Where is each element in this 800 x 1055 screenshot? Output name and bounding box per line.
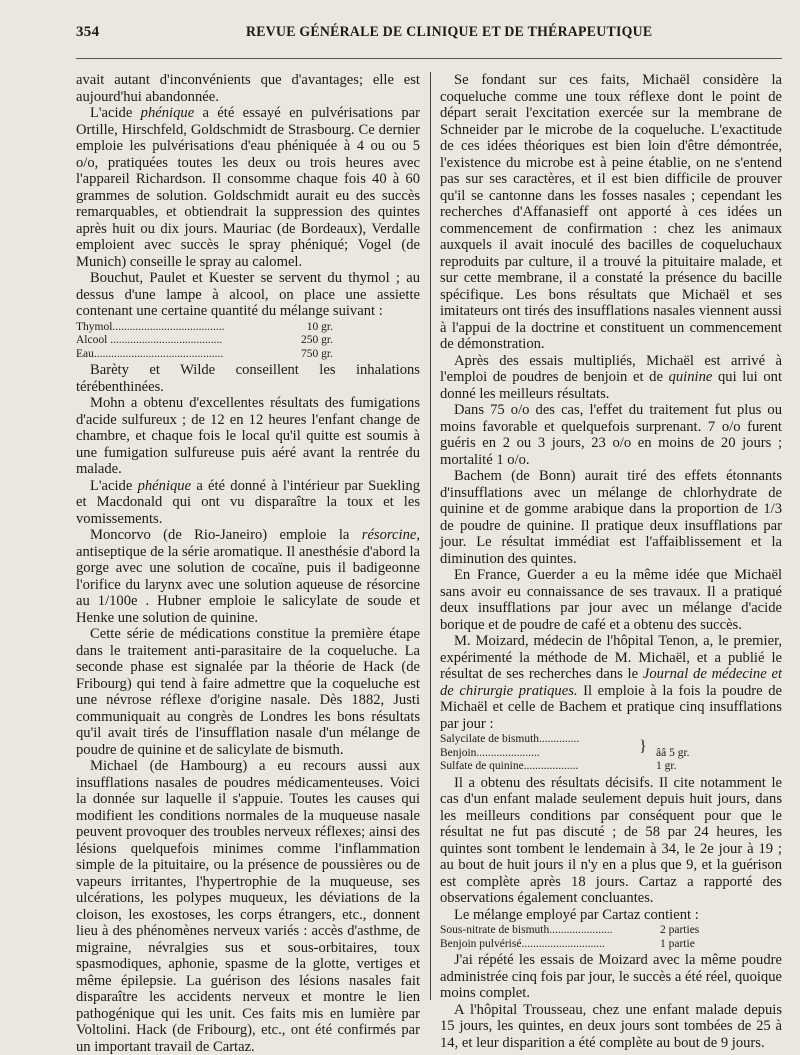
- paragraph: Mohn a obtenu d'excellentes résultats des fumigations d'acide sulfureux ; de 12 en 12 heures l'enfant change de chambre, et chaque fois le local qu'il quitte est soumis à une fumigation sulfureuse puis aéré avant la rentrée du malade.: [76, 395, 420, 477]
- formula-row: Sous-nitrate de bismuth...................... 2 parties: [440, 924, 700, 936]
- paragraph: Barèty et Wilde conseillent les inhalations térébenthinées.: [76, 362, 420, 395]
- paragraph: M. Moizard, médecin de l'hôpital Tenon, a, le premier, expérimenté la méthode de M. Michaël, et a publié le résultat de ses recherches dans le Journal de médecine et de chirurgie pratiques. Il emploie à la fois la poudre de Michaël et celle de Bachem et pratique cinq insufflations par jour :: [440, 633, 782, 732]
- formula-row: Salycilate de bismuth.............. }: [440, 733, 716, 747]
- running-title: REVUE GÉNÉRALE DE CLINIQUE ET DE THÉRAPEUTIQUE: [246, 24, 653, 40]
- paragraph: Se fondant sur ces faits, Michaël considère la coqueluche comme une toux réflexe dont le point de départ serait l'excitation exercée sur la membrane de Schneider par le microbe de la coqueluche. L'exactitude de ces idées théoriques est bien loin d'être démontrée, l'existence du microbe est à peine établie, on ne s'entend pas sur ses caractères, et il est bien difficile de prouver qu'il se cantonne dans les fosses nasales ; cependant les recherches d'Affanasieff ont apporté à ces idées un commencement de confirmation : chez les animaux auxquels il avait inoculé des bacilles de coqueluchaux reproduits par culture, il a trouvé la pituitaire malade, et sur cette membrane, il a constaté la présence du bacille spécifique. Les bons résultats que Michaël et ses imitateurs ont tirés des insufflations nasales viennent aussi à l'appui de la doctrine et constituent un commencement de démonstration.: [440, 72, 782, 352]
- formula-row: Eau............................................. 750 gr.: [76, 347, 333, 360]
- paragraph: Il a obtenu des résultats décisifs. Il cite notamment le cas d'un enfant malade seulement depuis huit jours, dans les meilleurs conditions par conséquent pour que le résultat ne fut pas discuté ; de 58 par 24 heures, les quintes sont tombent le lendemain à 34, le 2e jour à 19 ; au bout de huit jours il n'y en a plus que 9, et la guérison est complète après 18 jours. Cartaz a rapporté des observations également concluantes.: [440, 774, 782, 906]
- cartaz-formula: [440, 924, 720, 951]
- brace: }: [639, 737, 647, 755]
- formula-row: Benjoin...................... ââ 5 gr.: [440, 746, 690, 759]
- moizard-formula: [440, 733, 716, 774]
- thymol-formula: [76, 321, 333, 362]
- paragraph: Le mélange employé par Cartaz contient :: [454, 906, 699, 923]
- paragraph: Après des essais multipliés, Michaël est arrivé à l'emploi de poudres de benjoin et de quinine qui lui ont donné les meilleurs résultats.: [440, 352, 782, 402]
- paragraph: Michael (de Hambourg) a eu recours aussi aux insufflations nasales de poudres médicamenteuses. Voici la donnée sur laquelle il s'appuie. Toutes les causes qui modifient les conditions normales de la muqueuse nasale peuvent provoquer des troubles nerveux réflexes; ainsi des lésions quelquefois minimes comme l'inflammation simple de la pituitaire, ou la présence de poussières ou de vapeurs irritantes, l'hypertrophie de la muqueuse, ses ulcérations, les polypes muqueux, les déviations de la cloison, les exostoses, les corps étrangers, etc., donnent lieu à des phénomènes nerveux variés : accès d'asthme, de migraine, névralgies sus et sous-orbitaires, toux spasmodiques, aphonie, spasme de la glotte, vertiges et même épilepsie. La guérison des lésions nasales fait disparaître les accidents nerveux et montre le lien pathogénique qui les unit. Ces faits mis en lumière par Voltolini. Hack (de Fribourg), etc., ont été confirmés par un important travail de Cartaz.: [76, 758, 420, 1055]
- page-number: 354: [76, 24, 100, 40]
- paragraph: avait autant d'inconvénients que d'avantages; elle est aujourd'hui abandonnée.: [76, 72, 420, 105]
- right-column: [440, 72, 782, 1051]
- formula-row: Alcool ....................................... 250 gr.: [76, 334, 333, 346]
- formula-row: Benjoin pulvérisé............................. 1 partie: [440, 937, 695, 950]
- formula-row: Sulfate de quinine................... 1 gr.: [440, 760, 677, 772]
- header-rule: [76, 58, 782, 59]
- paragraph: Bachem (de Bonn) aurait tiré des effets étonnants d'insufflations avec un mélange de chlorhydrate de quinine et de gomme arabique dans la proportion de 1/3 de poudre de quinine. Il pratique deux insufflations par jour. Le résultat immédiat est l'affaiblissement et la diminution des quintes.: [440, 468, 782, 567]
- paragraph: Bouchut, Paulet et Kuester se servent du thymol ; au dessus d'une lampe à alcool, on place une assiette contenant une certaine quantité du mélange suivant :: [76, 270, 420, 319]
- paragraph: En France, Guerder a eu la même idée que Michaël sans avoir eu connaissance de ses travaux. Il a pratiqué deux insufflations par jour avec un mélange d'acide borique et de poudre de café et a obtenu des succès.: [440, 567, 782, 633]
- left-column: [76, 72, 420, 1055]
- formula-row: Thymol....................................... 10 gr.: [76, 320, 333, 333]
- running-header: [76, 22, 776, 46]
- paragraph: Dans 75 o/o des cas, l'effet du traitement fut plus ou moins favorable et quelquefois surprenant. 7 o/o furent guéris en 2 ou 3 jours, 23 o/o en moins de 20 jours ; mortalité 1 o/o.: [440, 402, 782, 468]
- paragraph: Moncorvo (de Rio-Janeiro) emploie la résorcine, antiseptique de la série aromatique. Il anesthésie d'abord la gorge avec une solution de cocaïne, puis il badigeonne l'orifice du larynx avec une solution aqueuse de résorcine au 1/100e . Hubner emploie le salicylate de soude et Henke une solution de quinine.: [76, 527, 420, 626]
- paragraph: L'acide phénique a été essayé en pulvérisations par Ortille, Hirschfeld, Goldschmidt de Strasbourg. Ce dernier emploie les pulvérisations d'eau phéniquée à 4 ou ou 5 o/o, pratiquées toutes les deux ou trois heures avec l'appareil Richardson. Il consomme chaque fois 40 à 60 grammes de solution. Goldschmidt aurait eu des succès remarquables, et obtiendrait la suppression des quintes après huit ou dix jours. Mauriac (de Bordeaux), Verdalle emploient avec succès le spray phéniqué; Vogel (de Munich) conseille le spray au calomel.: [76, 105, 421, 270]
- column-divider: [430, 72, 431, 1000]
- paragraph: Cette série de médications constitue la première étape dans le traitement anti-parasitaire de la coqueluche. La seconde phase est signalée par la théorie de Hack (de Fribourg) qui tend à faire admettre que la coqueluche est une névrose réflexe d'origine nasale. Dès 1882, Justi communiquait au congrès de Londres les bons résultats qu'il avait tirés de l'insufflation nasale d'un mélange de poudre de quinine et de salicylate de bismuth.: [76, 626, 420, 758]
- paragraph: A l'hôpital Trousseau, chez une enfant malade depuis 15 jours, les quintes, en deux jours sont tombées de 25 à 14, et leur disparition a été complète au bout de 9 jours.: [440, 1001, 782, 1051]
- paragraph: L'acide phénique a été donné à l'intérieur par Suekling et Macdonald qui ont vu disparaître la toux et les vomissements.: [76, 477, 421, 527]
- paragraph: J'ai répété les essais de Moizard avec la même poudre administrée cinq fois par jour, le succès a été réel, quoique moins complet.: [440, 952, 782, 1001]
